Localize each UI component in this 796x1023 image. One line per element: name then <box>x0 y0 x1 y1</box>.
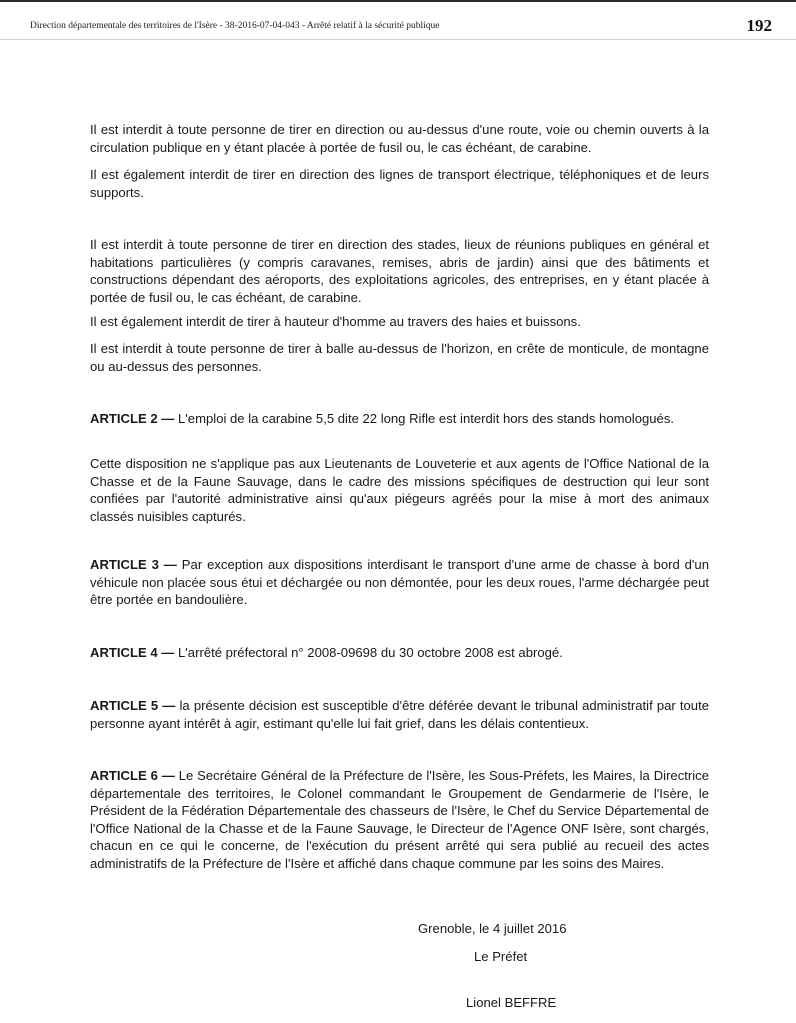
article-2-text: L'emploi de la carabine 5,5 dite 22 long Rifle est interdit hors des stands homologués. <box>174 411 675 426</box>
article-6-text: Le Secrétaire Général de la Préfecture de l'Isère, les Sous-Préfets, les Maires, la Directrice départementale des territoires, le Colonel commandant le Groupement de Gendarmerie de l'Isère, le Président de la Fédération Départementale des chasseurs de l'Isère, le Chef du Service Départemental de l'Office National de la Chasse et de la Faune Sauvage, le Directeur de l'Agence ONF Isère, sont chargés, chacun en ce qui le concerne, de l'exécution du présent arrêté qui sera publié au recueil des actes administratifs de la Préfecture de l'Isère et affiché dans chaque commune par les soins des Maires. <box>90 768 709 871</box>
article-6 <box>90 767 709 872</box>
signature-place-date: Grenoble, le 4 juillet 2016 <box>418 921 567 936</box>
header-title: Direction départementale des territoires de l'Isère - 38-2016-07-04-043 - Arrêté relatif à la sécurité publique <box>30 21 440 31</box>
article-5-label: ARTICLE 5 — <box>90 698 176 713</box>
page-number: 192 <box>746 16 772 35</box>
article-6-label: ARTICLE 6 — <box>90 768 175 783</box>
paragraph-road-ban: Il est interdit à toute personne de tirer en direction ou au-dessus d'une route, voie ou chemin ouverts à la circulation publique en y étant placée à portée de fusil ou, le cas échéant, de carabine. <box>90 122 709 155</box>
paragraph-horizon: Il est interdit à toute personne de tirer à balle au-dessus de l'horizon, en crête de monticule, de montagne ou au-dessus des personnes. <box>90 341 709 374</box>
article-5 <box>90 697 709 732</box>
article-3 <box>90 556 709 609</box>
page-header <box>0 0 796 40</box>
signature-role: Le Préfet <box>474 949 528 964</box>
article-2-label: ARTICLE 2 — <box>90 411 175 426</box>
article-5-text: la présente décision est susceptible d'être déférée devant le tribunal administratif par toute personne ayant intérêt à agir, estimant qu'elle lui fait grief, dans les délais contentieux. <box>90 698 709 731</box>
article-2 <box>90 410 709 428</box>
paragraph-hedges: Il est également interdit de tirer à hauteur d'homme au travers des haies et buissons. <box>90 314 581 329</box>
article-4-label: ARTICLE 4 — <box>90 645 175 660</box>
paragraph-power-lines: Il est également interdit de tirer en direction des lignes de transport électrique, téléphoniques et de leurs supports. <box>90 167 709 200</box>
article-3-label: ARTICLE 3 — <box>90 557 177 572</box>
article-4-text: L'arrêté préfectoral n° 2008-09698 du 30 octobre 2008 est abrogé. <box>174 645 563 660</box>
article-3-text: Par exception aux dispositions interdisant le transport d'une arme de chasse à bord d'un véhicule non placée sous étui et déchargée ou non démontée, pour les deux roues, l'arme déchargée peut être portée en bandoulière. <box>90 557 709 607</box>
signature-name: Lionel BEFFRE <box>466 995 557 1010</box>
paragraph-stadiums: Il est interdit à toute personne de tirer en direction des stades, lieux de réunions publiques en général et habitations particulières (y compris caravanes, remises, abris de jardin) ainsi que des bâtiments et constructions dépendant des aéroports, des exploitations agricoles, des entreprises, en y étant placée à portée de fusil ou, le cas échéant, de carabine. <box>90 237 709 305</box>
article-2-exception: Cette disposition ne s'applique pas aux Lieutenants de Louveterie et aux agents de l'Office National de la Chasse et de la Faune Sauvage, dans le cadre des missions spécifiques de destruction qui leur sont confiées par l'autorité administrative ainsi qu'aux piégeurs agréés pour la mise à mort des animaux classés nuisibles capturés. <box>90 456 709 524</box>
article-4 <box>90 644 709 662</box>
